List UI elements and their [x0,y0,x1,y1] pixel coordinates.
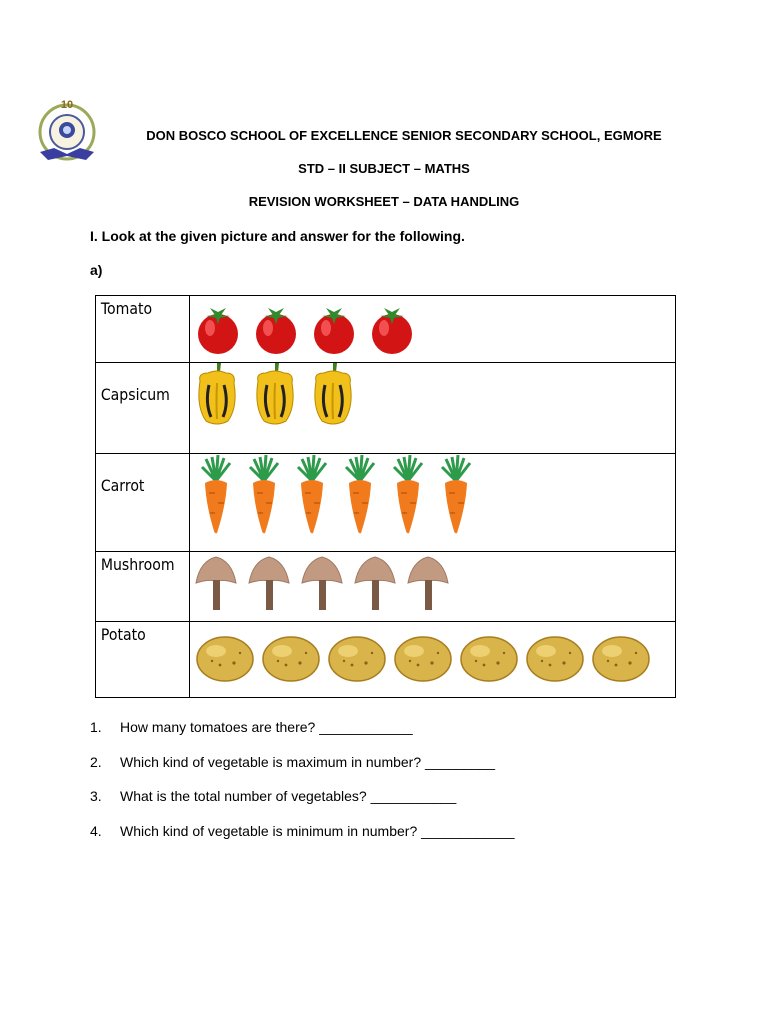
capsicum-icon [252,363,298,425]
worksheet-title: REVISION WORKSHEET – DATA HANDLING [248,194,520,209]
section-label: a) [90,262,103,278]
question-text: Which kind of vegetable is minimum in number? ____________ [120,822,515,839]
school-name: DON BOSCO SCHOOL OF EXCELLENCE SENIOR SECONDARY SCHOOL, EGMORE [146,128,662,143]
pictograph-table [95,295,676,698]
question-item [90,823,515,858]
question-item [90,788,515,823]
question-text: How many tomatoes are there? ____________ [120,719,413,735]
pictograph-row-carrot [96,454,676,552]
potato-icon [196,635,254,683]
question-text: Which kind of vegetable is maximum in number? _________ [120,753,496,770]
mushroom-icon [300,553,344,611]
question-list [90,719,515,857]
tomato-icon [370,302,414,356]
capsicum-icon [310,363,356,425]
question-item [90,754,515,789]
potato-icon [592,635,650,683]
row-label: Potato [96,622,179,698]
potato-icon [262,635,320,683]
row-icons [190,552,676,622]
pictograph-row-tomato [96,296,676,363]
potato-icon [394,635,452,683]
mushroom-icon [353,553,397,611]
logo-badge-text: 10 [60,99,74,111]
tomato-icon [312,302,356,356]
row-label: Tomato [96,296,179,363]
pictograph-row-capsicum [96,363,676,454]
question-number: 2. [90,753,102,770]
potato-icon [328,635,386,683]
class-subject: STD – II SUBJECT – MATHS [298,161,470,176]
carrot-icon [436,455,476,535]
mushroom-icon [194,553,238,611]
potato-icon [460,635,518,683]
row-label: Capsicum [96,363,179,454]
tomato-icon [196,302,240,356]
pictograph-row-mushroom [96,552,676,622]
row-icons [190,296,676,363]
carrot-icon [340,455,380,535]
capsicum-icon [194,363,240,425]
tomato-icon [254,302,298,356]
pictograph-row-potato [96,622,676,698]
row-label: Carrot [96,454,179,552]
row-icons [190,363,676,454]
mushroom-icon [406,553,450,611]
carrot-icon [196,455,236,535]
carrot-icon [292,455,332,535]
question-number: 1. [90,719,102,735]
question-number: 4. [90,822,102,839]
mushroom-icon [247,553,291,611]
question-text: What is the total number of vegetables? ___________ [120,788,457,804]
potato-icon [526,635,584,683]
carrot-icon [388,455,428,535]
carrot-icon [244,455,284,535]
row-icons [190,622,676,698]
row-icons [190,454,676,552]
row-label: Mushroom [96,552,179,622]
question-number: 3. [90,788,102,804]
question-item [90,719,515,754]
section-instruction: I. Look at the given picture and answer for the following. [90,228,465,244]
